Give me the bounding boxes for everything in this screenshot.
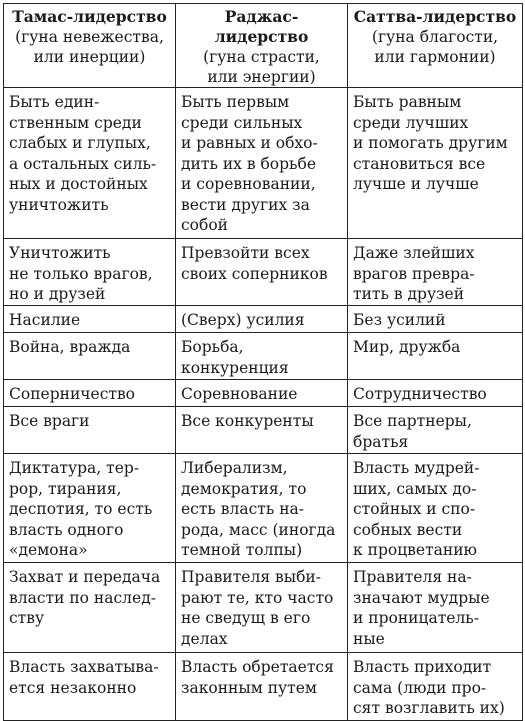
cell-text-line: Власть захватыва- xyxy=(9,658,159,676)
table-cell xyxy=(348,563,523,653)
header-title: Саттва-лидерство xyxy=(353,7,517,26)
cell-text-line: Правителя выби- xyxy=(181,568,321,586)
header-title: Тамас-лидерство xyxy=(12,7,167,26)
cell-text-line: братья xyxy=(353,432,409,451)
cell-text-line: власть одного xyxy=(9,520,124,539)
table-cell xyxy=(348,653,523,721)
cell-text-line: врагов превра- xyxy=(353,264,475,283)
cell-text-line: Правителя на- xyxy=(353,568,472,586)
cell-text-line: Мир, дружба xyxy=(353,338,461,356)
cell-text-line: Уничтожить xyxy=(9,244,111,262)
cell-text-line: деспотия, то есть xyxy=(9,500,153,518)
table-row xyxy=(4,563,523,653)
cell-text-line: Сотрудничество xyxy=(353,385,487,403)
cell-text-line: Превзойти всех xyxy=(181,244,310,262)
cell-text-line: уничтожить xyxy=(9,195,109,214)
header-subtitle-line: или гармонии) xyxy=(374,48,496,66)
header-subtitle-line: (гуна страсти, xyxy=(203,48,320,66)
cell-text-line: есть власть на- xyxy=(181,500,305,518)
cell-text-line: становиться все xyxy=(353,154,486,173)
table-row xyxy=(4,653,523,721)
table-row xyxy=(4,454,523,563)
cell-text-line: Без усилий xyxy=(353,311,446,329)
cell-text-line: темной толпы) xyxy=(181,541,303,559)
cell-text-line: ных и достойных xyxy=(9,175,148,193)
cell-text-line: ные xyxy=(353,629,385,648)
cell-text-line: Все конкуренты xyxy=(181,412,314,430)
table-cell xyxy=(4,333,176,380)
cell-text-line: рор, тирания, xyxy=(9,479,122,498)
header-row xyxy=(4,4,523,88)
table-row xyxy=(4,306,523,333)
cell-text-line: не сведущ в его xyxy=(181,609,311,627)
cell-text-line: Быть равным xyxy=(353,93,462,111)
table-cell xyxy=(176,333,348,380)
cell-text-line: и равных и обхо- xyxy=(181,134,318,152)
cell-text-line: Захват и передача xyxy=(9,568,161,586)
table-cell xyxy=(348,239,523,306)
cell-text-line: вести других за xyxy=(181,195,310,214)
cell-text-line: Либерализм, xyxy=(181,459,288,477)
table-cell xyxy=(348,454,523,563)
cell-text-line: собой xyxy=(181,216,229,234)
leadership-table xyxy=(3,3,523,721)
cell-text-line: Власть приходит xyxy=(353,658,492,676)
table-cell xyxy=(4,306,176,333)
header-subtitle-line: или энергии) xyxy=(207,68,316,86)
cell-text-line: к процветанию xyxy=(353,541,478,559)
cell-text-line: а остальных силь- xyxy=(9,154,157,173)
cell-text-line: и проницатель- xyxy=(353,609,479,627)
header-subtitle-line: (гуна благости, xyxy=(371,28,499,46)
table-cell xyxy=(176,306,348,333)
table-cell xyxy=(4,653,176,721)
cell-text-line: сят возглавить их) xyxy=(353,699,505,717)
table-cell xyxy=(176,653,348,721)
table-cell xyxy=(348,380,523,407)
cell-text-line: рода, масс (иногда xyxy=(181,520,336,539)
cell-text-line: сама (люди про- xyxy=(353,678,487,697)
table-cell xyxy=(176,88,348,239)
cell-text-line: тить в друзей xyxy=(353,285,465,303)
table-cell xyxy=(4,380,176,407)
table-cell xyxy=(4,239,176,306)
cell-text-line: ется незаконно xyxy=(9,678,137,697)
header-tamas xyxy=(4,4,176,88)
header-rajas xyxy=(176,4,348,88)
header-sattva xyxy=(348,4,523,88)
cell-text-line: стойных и спо- xyxy=(353,500,476,518)
cell-text-line: своих соперников xyxy=(181,264,328,283)
table-row xyxy=(4,333,523,380)
table-cell xyxy=(4,88,176,239)
cell-text-line: Быть первым xyxy=(181,93,290,111)
cell-text-line: рают те, кто часто xyxy=(181,588,334,607)
table-cell xyxy=(4,563,176,653)
table-row xyxy=(4,380,523,407)
cell-text-line: и соревновании, xyxy=(181,175,316,193)
cell-text-line: Насилие xyxy=(9,311,81,329)
cell-text-line: Власть обретается xyxy=(181,658,334,676)
table-cell xyxy=(176,380,348,407)
table-cell xyxy=(176,407,348,454)
table-cell xyxy=(176,454,348,563)
table-cell xyxy=(4,454,176,563)
cell-text-line: делах xyxy=(181,629,228,648)
cell-text-line: но и друзей xyxy=(9,285,106,303)
cell-text-line: Все враги xyxy=(9,412,90,430)
cell-text-line: демократия, то xyxy=(181,479,307,498)
cell-text-line: конкуренция xyxy=(181,358,289,377)
cell-text-line: лучше и лучше xyxy=(353,175,479,193)
cell-text-line: Быть един- xyxy=(9,93,100,111)
cell-text-line: Соревнование xyxy=(181,385,298,403)
cell-text-line: Война, вражда xyxy=(9,338,131,356)
header-subtitle-line: или инерции) xyxy=(33,48,146,66)
header-subtitle-line: (гуна невежества, xyxy=(15,28,164,46)
table-row xyxy=(4,407,523,454)
cell-text-line: ству xyxy=(9,609,45,627)
header-title: Раджас-лидерство xyxy=(214,7,309,46)
cell-text-line: «демона» xyxy=(9,541,88,559)
table-row xyxy=(4,88,523,239)
cell-text-line: дить их в борьбе xyxy=(181,154,316,173)
cell-text-line: Все партнеры, xyxy=(353,412,472,430)
cell-text-line: Соперничество xyxy=(9,385,136,403)
cell-text-line: власти по наслед- xyxy=(9,588,156,607)
cell-text-line: Даже злейших xyxy=(353,244,475,262)
table-cell xyxy=(348,407,523,454)
cell-text-line: собных вести xyxy=(353,520,463,539)
cell-text-line: (Сверх) усилия xyxy=(181,311,305,329)
table-cell xyxy=(348,333,523,380)
cell-text-line: ственным среди xyxy=(9,113,142,132)
cell-text-line: значают мудрые xyxy=(353,588,490,607)
table-cell xyxy=(348,306,523,333)
cell-text-line: Власть мудрей- xyxy=(353,459,480,477)
cell-text-line: среди лучших xyxy=(353,113,469,132)
cell-text-line: среди сильных xyxy=(181,113,303,132)
cell-text-line: не только врагов, xyxy=(9,264,153,283)
table-row xyxy=(4,239,523,306)
cell-text-line: ших, самых до- xyxy=(353,479,477,498)
table-cell xyxy=(176,239,348,306)
table-cell xyxy=(348,88,523,239)
cell-text-line: Борьба, xyxy=(181,338,244,356)
cell-text-line: слабых и глупых, xyxy=(9,134,151,152)
cell-text-line: законным путем xyxy=(181,678,317,697)
cell-text-line: и помогать другим xyxy=(353,134,508,152)
cell-text-line: Диктатура, тер- xyxy=(9,459,140,477)
table-cell xyxy=(4,407,176,454)
table-cell xyxy=(176,563,348,653)
